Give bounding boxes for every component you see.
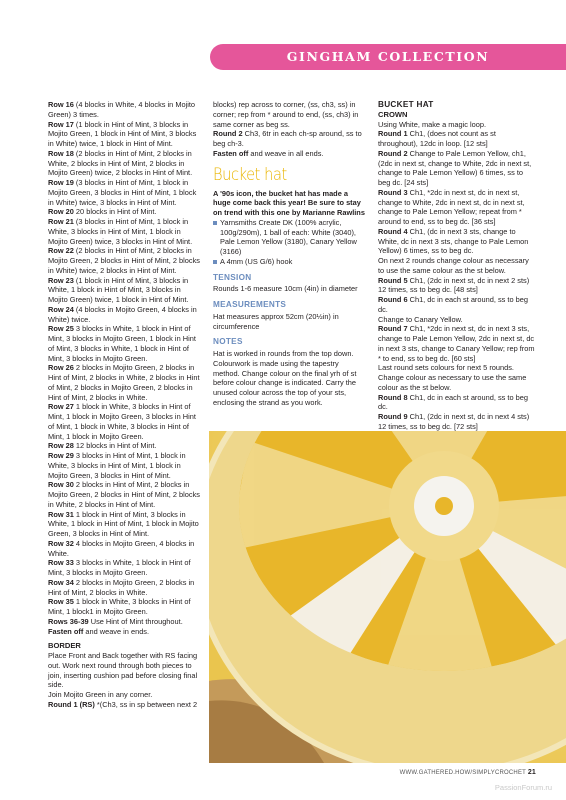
pattern-row: Row 20 20 blocks in Hint of Mint. [48,207,157,217]
crown-round: Round 7 Ch1, *2dc in next st, dc in next 3 sts, change to Pale Lemon Yellow, 2dc in next st, dc in next 3 sts, change to Canary Yellow; rep from * to end, ss to beg dc. [60 sts] [378,324,535,363]
pattern-row: Row 27 1 block in White, 3 blocks in Hint of Mint, 1 block in Mojito Green, 3 blocks in Hint of Mint, 1 block in White, 3 blocks in Hint of Mint, 1 block in Mojito Green. [48,402,196,441]
bucket-hat-heading: BUCKET HAT [378,100,434,109]
pattern-row: Row 34 2 blocks in Mojito Green, 2 blocks in Hint of Mint, 2 blocks in White. [48,577,195,597]
tension-heading: TENSION [213,272,252,282]
pattern-row: Row 28 12 blocks in Hint of Mint. [48,441,157,451]
crown-round: Change to Canary Yellow. [378,314,463,324]
border-round-2: Round 2 Ch3, 6tr in each ch-sp around, ss to beg ch-3. [213,129,362,148]
watermark: PassionForum.ru [494,783,552,792]
border-continuation: blocks) rep across to corner, (ss, ch3, ss) in corner; rep from * around to end, (ss, ch3) in same corner as beg ss. [213,100,359,129]
start-instruction: Using White, make a magic loop. [378,119,487,129]
pattern-title: Bucket hat [213,164,287,185]
pattern-row: Row 23 (1 block in Hint of Mint, 3 blocks in White, 1 block in Hint of Mint, 3 blocks in Mojito Green) twice, 1 block in Hint of Mint. [48,275,189,304]
fasten-off-line: Fasten off and weave in all ends. [213,148,324,158]
section-banner: GINGHAM COLLECTION [210,44,566,70]
crown-round: Round 9 Ch1, (2dc in next st, dc in next 4 sts) 12 times, ss to beg dc. [72 sts] [378,412,530,431]
materials-item: Yarnsmiths Create DK (100% acrylic, 100g/290m), 1 ball of each: White (3040), Pale Lemon Yellow (3180), Canary Yellow (3166) [213,218,365,257]
column-left [48,100,200,710]
border-join-line: Join Mojito Green in any corner. [48,690,153,699]
pattern-intro: A '90s icon, the bucket hat has made a huge come back this year! Be sure to stay on trend with this one by Marianne Rawlins [213,188,365,217]
crown-rounds [378,129,536,431]
border-paragraph: Place Front and Back together with RS facing out. Work next round through both pieces to join, inserting cushion pad before closing final side. [48,651,198,690]
crown-round: Last round sets colours for next 5 rounds. Change colour as necessary to use the same colour as the st below. [378,363,527,392]
pattern-row: Row 18 (2 blocks in Hint of Mint, 2 blocks in White, 2 blocks in Hint of Mint, 2 blocks in Mojito Green) twice, 2 blocks in Hint of Mint. [48,148,193,178]
measurements-heading: MEASUREMENTS [213,300,287,309]
footer-url: WWW.GATHERED.HOW/SIMPLYCROCHET [399,770,526,776]
pattern-row: Row 25 3 blocks in White, 1 block in Hint of Mint, 3 blocks in Mojito Green, 1 block in Hint of Mint, 3 blocks in White, 1 block in Hint of Mint, 3 blocks in Mojito Green. [48,324,196,363]
pattern-row: Row 30 2 blocks in Hint of Mint, 2 blocks in Mojito Green, 2 blocks in Hint of Mint, 2 blocks in White, 2 blocks in Hint of Mint. [48,480,200,509]
border-heading: BORDER [48,641,81,651]
hat-photo [209,431,566,763]
page-number: 21 [527,769,536,776]
crown-round: Round 4 Ch1, (dc in next 3 sts, change to White, dc in next 3 sts, change to Pale Lemon Yellow) 6 times, ss to beg dc. [378,226,529,256]
crown-subheading: CROWN [378,109,408,119]
pattern-row: Row 33 3 blocks in White, 1 block in Hint of Mint, 3 blocks in Mojito Green. [48,558,191,577]
fasten-off-line: Fasten off and weave in ends. [48,626,150,636]
pattern-row: Row 22 (2 blocks in Hint of Mint, 2 blocks in Mojito Green, 2 blocks in Hint of Mint, 2 blocks in White) twice, 2 blocks in Hint of Mint. [48,246,200,275]
tension-text: Rounds 1-6 measure 10cm (4in) in diameter [213,284,358,294]
crown-round: Round 2 Change to Pale Lemon Yellow, ch1, (2dc in next st, change to White, 2dc in next st, change to Pale Lemon Yellow) 6 times, ss to beg dc. [24 sts] [378,148,532,187]
column-right [378,100,536,441]
border-round-1: Round 1 (RS) *(Ch3, ss in sp between next 2 [48,699,198,709]
measurements-text: Hat measures approx 52cm (20½in) in circumference [213,311,339,331]
pattern-row: Rows 36-39 Use Hint of Mint throughout. [48,616,183,626]
pattern-row: Row 17 (1 block in Hint of Mint, 3 blocks in Mojito Green, 1 block in Hint of Mint, 3 blocks in White) twice, 1 block in Hint of Mint. [48,119,197,148]
hat-illustration [209,431,566,763]
crown-round: Round 8 Ch1, dc in each st around, ss to beg dc. [378,392,528,412]
pattern-row: Row 26 2 blocks in Mojito Green, 2 blocks in Hint of Mint, 2 blocks in White, 2 blocks in Hint of Mint, 2 blocks in Mojito Green, 2 blocks in Hint of Mint, 2 blocks in White. [48,363,200,402]
pattern-row: Row 24 (4 blocks in Mojito Green, 4 blocks in White) twice. [48,304,197,324]
pattern-rows [48,100,200,627]
crown-round: Round 5 Ch1, (2dc in next st, dc in next 2 sts) 12 times, ss to beg dc. [48 sts] [378,275,530,295]
notes-heading: NOTES [213,337,243,347]
pattern-row: Row 21 (3 blocks in Hint of Mint, 1 block in White, 3 blocks in Hint of Mint, 1 block in Mojito Green) twice, 3 blocks in Hint of Mint. [48,217,193,246]
pattern-row: Row 16 (4 blocks in White, 4 blocks in Mojito Green) 3 times. [48,100,196,119]
crown-round: Round 3 Ch1, *2dc in next st, dc in next st, change to White, 2dc in next st, dc in next st, change to Pale Lemon Yellow; repeat from * around to end, ss to beg dc. [36 sts] [378,187,525,226]
pattern-row: Row 35 1 block in White, 3 blocks in Hint of Mint, 1 block1 in Mojito Green. [48,597,191,616]
page-footer [400,769,536,776]
pattern-row: Row 32 4 blocks in Mojito Green, 4 blocks in White. [48,538,195,558]
column-middle [213,100,365,408]
crown-round: On next 2 rounds change colour as necessary to use the same colour as the st below. [378,256,529,275]
pattern-row: Row 31 1 block in Hint of Mint, 3 blocks in White, 1 block in Hint of Mint, 1 block in Mojito Green, 3 blocks in Hint of Mint. [48,509,199,538]
notes-text: Hat is worked in rounds from the top down. Colourwork is made using the tapestry method. Change colour on the final yrh of st before colour change is indicated. Carry the unused colour across the top of your sts, enclosing the strand as you work. [213,349,357,407]
materials-item: A 4mm (US G/6) hook [213,257,365,267]
pattern-row: Row 29 3 blocks in Hint of Mint, 1 block in White, 3 blocks in Hint of Mint, 1 block in Mojito Green, 3 blocks in Hint of Mint. [48,451,186,480]
crown-round: Round 1 Ch1, (does not count as st throughout), 12dc in loop. [12 sts] [378,129,496,148]
pattern-row: Row 19 (3 blocks in Hint of Mint, 1 block in Mojito Green, 3 blocks in Hint of Mint, 1 block in White) twice, 3 blocks in Hint of Mint. [48,178,197,207]
crown-round: Round 6 Ch1, dc in each st around, ss to beg dc. [378,295,528,314]
